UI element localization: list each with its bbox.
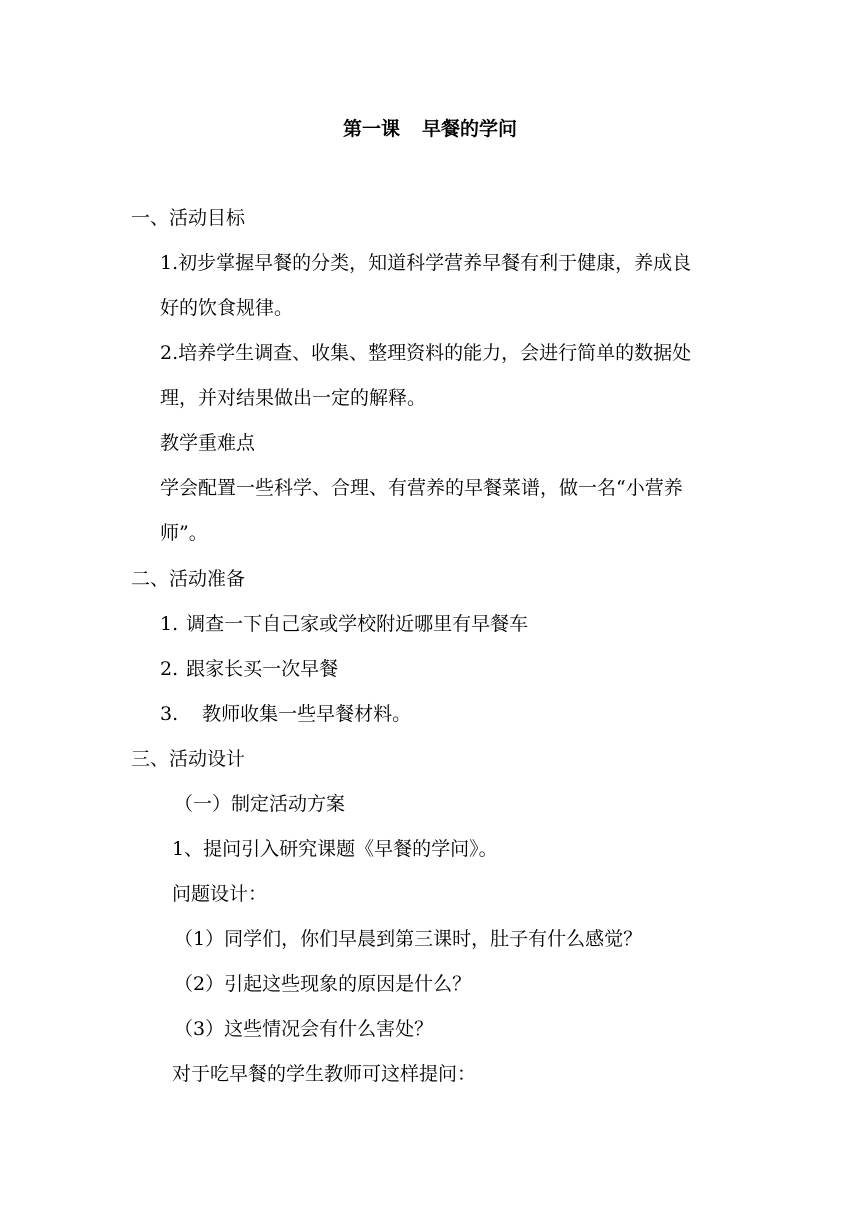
key-points-label: 教学重难点 — [160, 432, 256, 454]
lesson-name: 早餐的学问 — [422, 118, 518, 140]
question-1: （1）同学们，你们早晨到第三课时，肚子有什么感觉？ — [174, 928, 643, 950]
page-title — [0, 117, 860, 141]
prep-item-number: 2. — [160, 658, 179, 680]
goal-item-1-line-1: 1.初步掌握早餐的分类，知道科学营养早餐有利于健康，养成良 — [160, 252, 692, 274]
prep-item-number: 3. — [160, 703, 179, 725]
prep-item-3 — [160, 702, 411, 726]
prep-item-number: 1. — [160, 613, 179, 635]
goal-item-2-line-1: 2.培养学生调查、收集、整理资料的能力，会进行简单的数据处 — [160, 342, 692, 364]
prep-item-2 — [160, 657, 338, 681]
prep-item-text: 教师收集一些早餐材料。 — [202, 703, 412, 725]
lesson-number: 第一课 — [342, 118, 400, 140]
followup-prompt: 对于吃早餐的学生教师可这样提问： — [172, 1063, 477, 1085]
goal-item-2-line-2: 理，并对结果做出一定的解释。 — [160, 387, 427, 409]
prep-item-text: 跟家长买一次早餐 — [186, 658, 339, 680]
prep-item-text: 调查一下自己家或学校附近哪里有早餐车 — [186, 613, 529, 635]
question-2: （2）引起这些现象的原因是什么？ — [174, 973, 472, 995]
key-points-line-1: 学会配置一些科学、合理、有营养的早餐菜谱，做一名“小营养 — [160, 477, 683, 499]
section-heading-design: 三、活动设计 — [131, 748, 246, 770]
section-heading-prep: 二、活动准备 — [131, 568, 246, 590]
questions-label: 问题设计： — [172, 883, 268, 905]
goal-item-1-line-2: 好的饮食规律。 — [160, 297, 294, 319]
key-points-line-2: 师”。 — [160, 522, 208, 544]
question-3: （3）这些情况会有什么害处？ — [174, 1018, 434, 1040]
section-heading-goals: 一、活动目标 — [131, 207, 246, 229]
prep-item-1 — [160, 612, 528, 636]
design-step-1: 1、提问引入研究课题《早餐的学问》。 — [172, 838, 498, 860]
design-sub-heading: （一）制定活动方案 — [174, 793, 346, 815]
